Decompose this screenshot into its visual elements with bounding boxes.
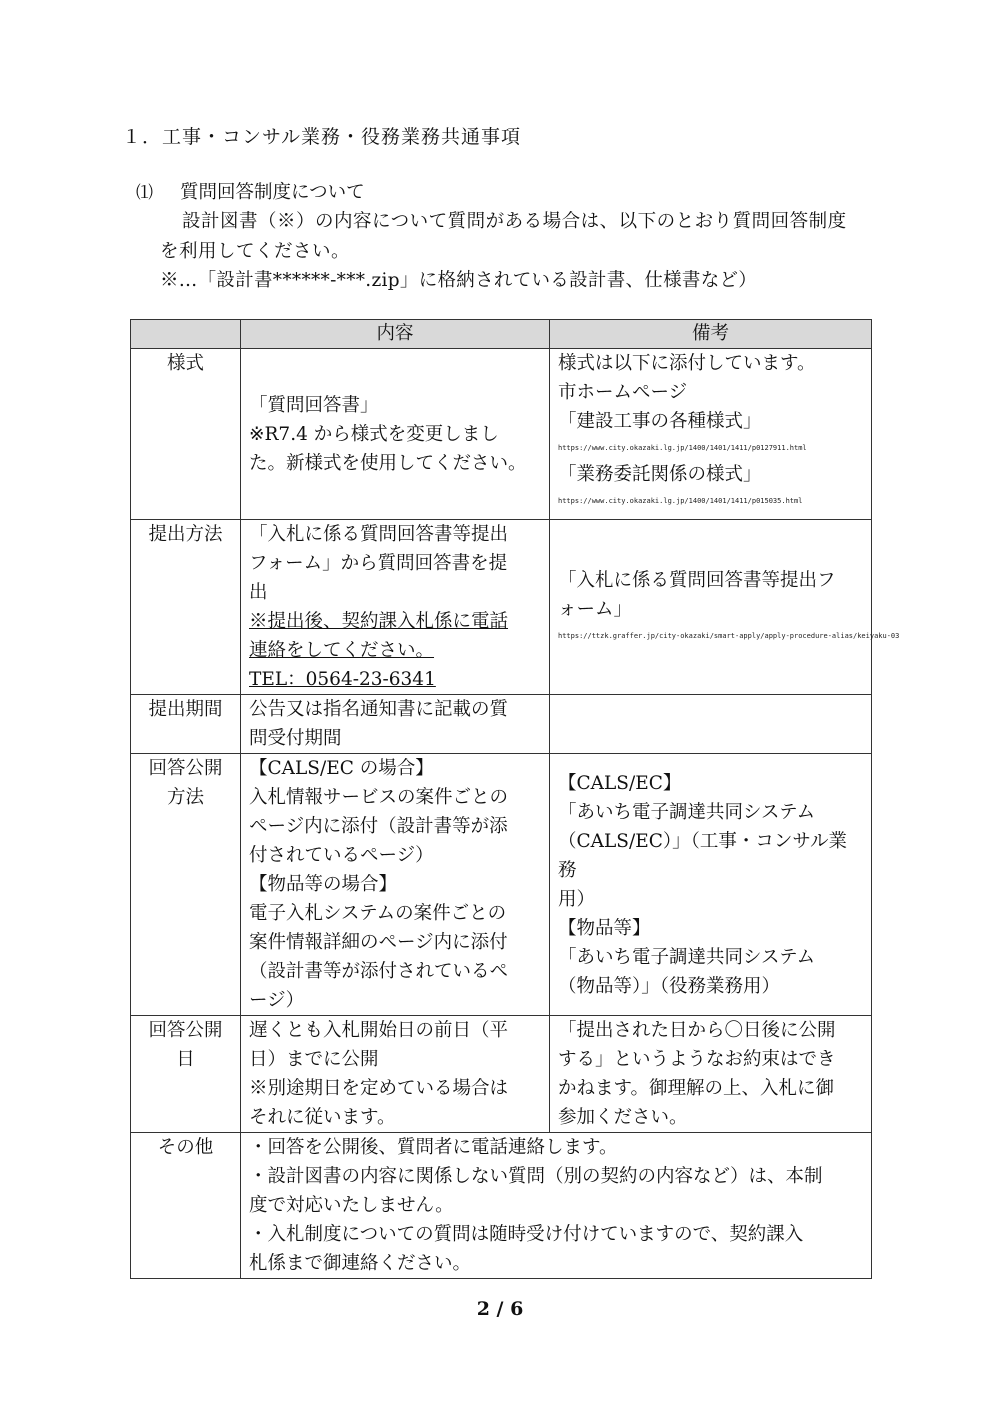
submit-note-line: 「入札に係る質問回答書等提出フ [558, 570, 836, 591]
submit-note-line: ォーム」 [558, 599, 633, 620]
period-content [241, 695, 550, 754]
period-content-line: 問受付期間 [249, 728, 342, 749]
method-note [550, 754, 872, 1016]
table-row-other [131, 1133, 872, 1279]
method-content-line: 【物品等の場合】 [249, 874, 398, 895]
table-row-submit [131, 520, 872, 695]
submit-content-line: フォーム」から質問回答書を提 [249, 553, 508, 574]
other-content [241, 1133, 872, 1279]
other-content-line: 度で対応いたしません。 [249, 1195, 454, 1216]
date-note [550, 1016, 872, 1133]
format-note-line: 市ホームページ [558, 382, 688, 403]
header-blank [131, 320, 241, 349]
other-content-line: ・回答を公開後、質問者に電話連絡します。 [249, 1137, 618, 1158]
row-label-submit: 提出方法 [131, 520, 241, 695]
method-content-line: ージ） [249, 990, 305, 1011]
format-note-line: 「業務委託関係の様式」 [558, 464, 762, 485]
method-content-line: ページ内に添付（設計書等が添 [249, 816, 508, 837]
format-content-line: ※R7.4 から様式を変更しまし [249, 423, 499, 445]
table-row-date [131, 1016, 872, 1133]
row-label-date [131, 1016, 241, 1133]
submit-content-line: 連絡をしてください。 [249, 640, 435, 661]
table-row-period [131, 695, 872, 754]
date-content-line: ※別途期日を定めている場合は [249, 1078, 509, 1099]
qa-system-table [130, 319, 900, 1279]
table-row-format [131, 349, 872, 520]
other-content-line: 札係まで御連絡ください。 [249, 1253, 472, 1274]
other-content-line: ・入札制度についての質問は随時受け付けていますので、契約課入 [249, 1224, 804, 1245]
method-content [241, 754, 550, 1016]
method-content-line: 【CALS/EC の場合】 [249, 758, 434, 779]
row-label-method [131, 754, 241, 1016]
date-note-line: する」というようなお約束はでき [558, 1049, 836, 1070]
row-label-format: 様式 [131, 349, 241, 520]
page-number: 2 / 6 [476, 1298, 524, 1320]
intro-line-3: ※…「設計書******-***.zip」に格納されている設計書、仕様書など） [160, 270, 758, 291]
date-label-line: 回答公開 [148, 1020, 223, 1041]
submit-content-line: ※提出後、契約課入札係に電話 [249, 611, 509, 632]
method-content-line: （設計書等が添付されているペ [249, 961, 509, 982]
row-label-period: 提出期間 [131, 695, 241, 754]
period-content-line: 公告又は指名通知書に記載の質 [249, 699, 509, 720]
date-content-line: 日）までに公開 [249, 1049, 379, 1070]
date-label-line: 日 [176, 1049, 195, 1070]
method-label-line: 回答公開 [148, 758, 223, 779]
date-note-line: かねます。御理解の上、入札に御 [558, 1078, 835, 1099]
method-note-line: （CALS/EC）」（工事・コンサル業務 [558, 830, 847, 881]
intro-line-1: 設計図書（※）の内容について質問がある場合は、以下のとおり質問回答制度 [182, 211, 847, 232]
subsection-heading [136, 178, 365, 204]
method-content-line: 電子入札システムの案件ごとの [249, 903, 507, 924]
method-content-line: 案件情報詳細のページ内に添付 [249, 932, 508, 953]
method-label-line: 方法 [166, 787, 204, 808]
format-content-line: た。新様式を使用してください。 [249, 452, 527, 474]
date-content-line: 遅くとも入札開始日の前日（平 [249, 1020, 509, 1041]
format-note [550, 349, 872, 520]
format-content-line: 「質問回答書」 [249, 394, 379, 416]
submit-content-line: 出 [249, 582, 268, 603]
date-content-line: それに従います。 [249, 1107, 396, 1128]
consignment-forms-url-link[interactable]: https://www.city.okazaki.lg.jp/1400/1401/1411/p015035.html [558, 497, 803, 505]
method-note-line: 「あいち電子調達共同システム [558, 801, 816, 823]
period-note [550, 695, 872, 754]
phone-number: TEL：0564-23-6341 [249, 669, 436, 690]
table-header-row [131, 320, 872, 349]
submission-form-url-link[interactable]: https://ttzk.graffer.jp/city-okazaki/smart-apply/apply-procedure-alias/keiyaku-03 [558, 632, 900, 640]
section-heading: １．工事・コンサル業務・役務業務共通事項 [122, 126, 522, 148]
method-content-line: 入札情報サービスの案件ごとの [249, 787, 509, 808]
header-note: 備考 [550, 320, 872, 349]
subsection-number: ⑴ [136, 183, 153, 203]
method-note-line: 用） [558, 888, 596, 910]
format-note-line: 「建設工事の各種様式」 [558, 411, 762, 432]
other-content-line: ・設計図書の内容に関係しない質問（別の契約の内容など）は、本制 [249, 1166, 823, 1187]
subsection-title: 質問回答制度について [180, 182, 365, 203]
submit-content [241, 520, 550, 695]
method-note-line: （物品等）」（役務業務用） [558, 975, 781, 997]
method-content-line: 付されているページ） [249, 845, 434, 866]
header-content: 内容 [241, 320, 550, 349]
submit-note [550, 520, 900, 695]
date-note-line: 「提出された日から〇日後に公開 [558, 1020, 836, 1041]
method-note-line: 【物品等】 [558, 917, 651, 939]
format-content [241, 349, 550, 520]
intro-line-2: を利用してください。 [160, 241, 351, 262]
date-note-line: 参加ください。 [558, 1107, 688, 1128]
submit-content-line: 「入札に係る質問回答書等提出 [249, 524, 509, 545]
format-note-line: 様式は以下に添付しています。 [558, 353, 816, 374]
method-note-line: 【CALS/EC】 [558, 772, 682, 794]
row-label-other: その他 [131, 1133, 241, 1279]
construction-forms-url-link[interactable]: https://www.city.okazaki.lg.jp/1400/1401/1411/p0127911.html [558, 444, 807, 452]
method-note-line: 「あいち電子調達共同システム [558, 946, 816, 968]
table-row-method [131, 754, 872, 1016]
date-content [241, 1016, 550, 1133]
